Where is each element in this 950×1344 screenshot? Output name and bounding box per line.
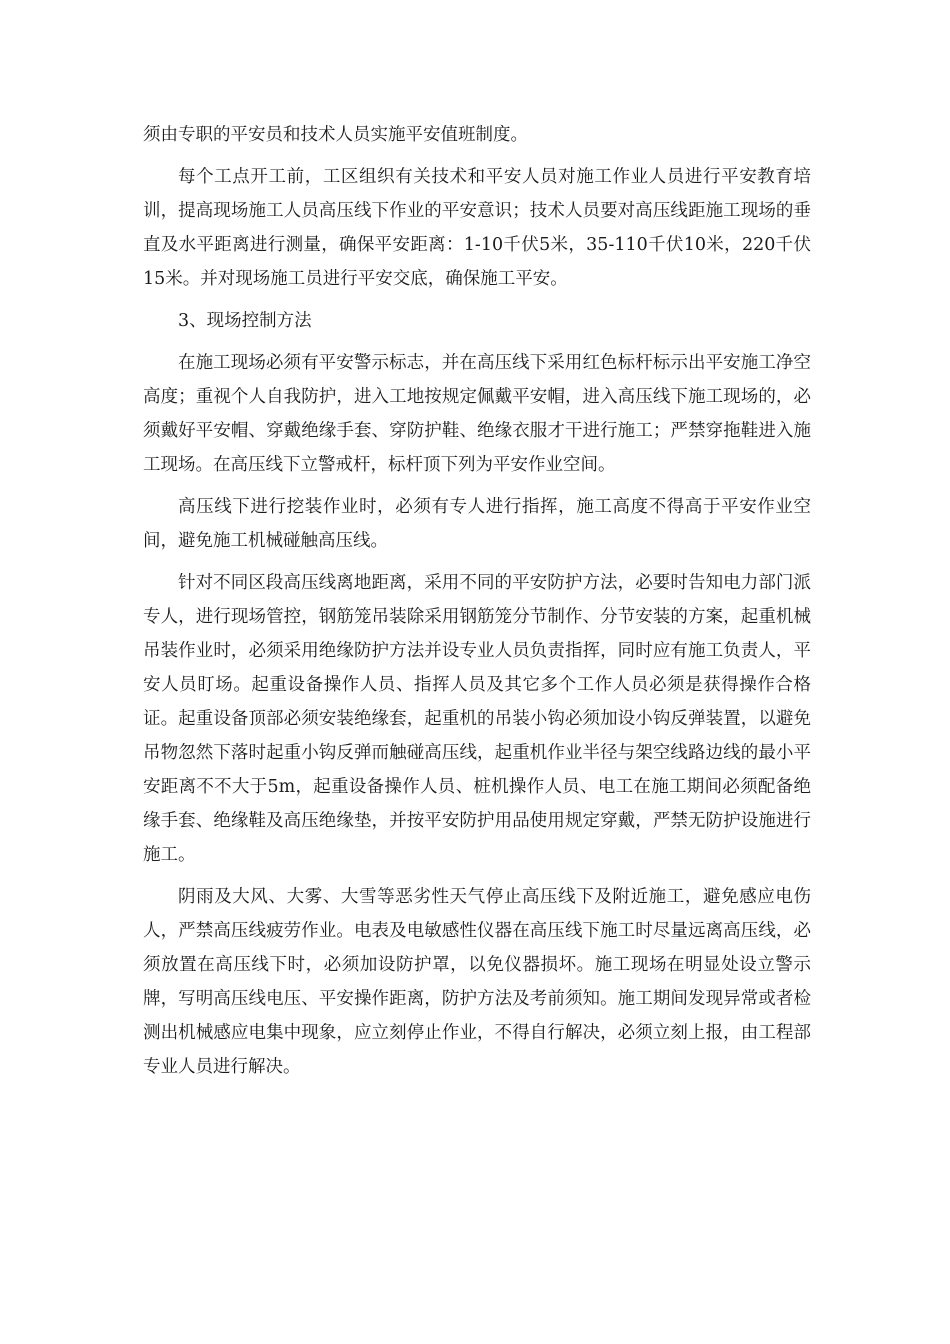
document-body — [143, 118, 811, 1092]
paragraph-continuation: 须由专职的平安员和技术人员实施平安值班制度。 — [143, 125, 528, 145]
paragraph-warning-signs: 在施工现场必须有平安警示标志，并在高压线下采用红色标杆标示出平安施工净空高度；重视个人自我防护，进入工地按规定佩戴平安帽，进入高压线下施工现场的，必须戴好平安帽、穿戴绝缘手套、穿防护鞋、绝缘衣服才干进行施工；严禁穿拖鞋进入施工现场。在高压线下立警戒杆，标杆顶下列为平安作业空间。 — [143, 353, 811, 475]
paragraph-training: 每个工点开工前，工区组织有关技术和平安人员对施工作业人员进行平安教育培训，提高现场施工人员高压线下作业的平安意识；技术人员要对高压线距施工现场的垂直及水平距离进行测量，确保平安距离：1-10千伏5米，35-110千伏10米，220千伏15米。并对现场施工员进行平安交底，确保施工平安。 — [143, 167, 811, 289]
paragraph-weather: 阴雨及大风、大雾、大雪等恶劣性天气停止高压线下及附近施工，避免感应电伤人，严禁高压线疲劳作业。电表及电敏感性仪器在高压线下施工时尽量远离高压线，必须放置在高压线下时，必须加设防护罩，以免仪器损坏。施工现场在明显处设立警示牌，写明高压线电压、平安操作距离，防护方法及考前须知。施工期间发现异常或者检测出机械感应电集中现象，应立刻停止作业，不得自行解决，必须立刻上报，由工程部专业人员进行解决。 — [143, 887, 811, 1077]
paragraph-excavation: 高压线下进行挖装作业时，必须有专人进行指挥，施工高度不得高于平安作业空间，避免施工机械碰触高压线。 — [143, 497, 811, 551]
paragraph-protection-methods: 针对不同区段高压线离地距离，采用不同的平安防护方法，必要时告知电力部门派专人，进行现场管控，钢筋笼吊装除采用钢筋笼分节制作、分节安装的方案，起重机械吊装作业时，必须采用绝缘防护方法并设专业人员负责指挥，同时应有施工负责人，平安人员盯场。起重设备操作人员、指挥人员及其它多个工作人员必须是获得操作合格证。起重设备顶部必须安装绝缘套，起重机的吊装小钩必须加设小钩反弹装置，以避免吊物忽然下落时起重小钩反弹而触碰高压线，起重机作业半径与架空线路边线的最小平安距离不不大于5m，起重设备操作人员、桩机操作人员、电工在施工期间必须配备绝缘手套、绝缘鞋及高压绝缘垫，并按平安防护用品使用规定穿戴，严禁无防护设施进行施工。 — [143, 573, 811, 865]
section-heading-site-control: 3、现场控制方法 — [178, 311, 312, 331]
